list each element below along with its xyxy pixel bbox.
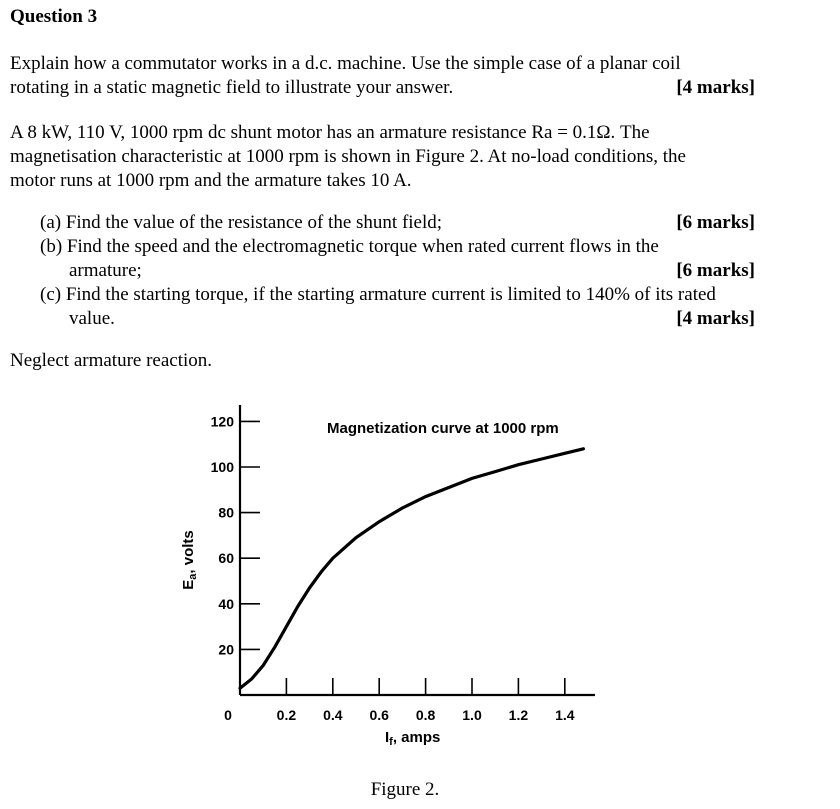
subquestion-c-text: value. [69, 308, 115, 329]
x-tick-label: 1.0 [462, 707, 482, 723]
x-tick-label: 0.2 [276, 707, 297, 723]
x-ticks [224, 678, 575, 723]
y-tick-label: 20 [218, 641, 234, 658]
question-title: Question 3 [10, 6, 98, 27]
marks-label: [6 marks] [676, 260, 755, 281]
part2-line: motor runs at 1000 rpm and the armature takes 10 A. [10, 170, 412, 191]
axes [240, 405, 595, 695]
subquestion-b-text: armature; [69, 260, 142, 281]
x-tick-label: 0 [224, 707, 232, 723]
marks-label: [6 marks] [676, 212, 755, 233]
y-tick-label: 80 [218, 504, 234, 521]
note-text: Neglect armature reaction. [10, 350, 213, 371]
x-tick-label: 1.4 [555, 707, 575, 723]
y-ticks [211, 413, 260, 657]
chart-title: Magnetization curve at 1000 rpm [327, 420, 559, 437]
x-tick-label: 1.2 [508, 707, 529, 723]
x-tick-label: 0.4 [323, 707, 343, 723]
x-tick-label: 0.8 [415, 707, 436, 723]
part2-line: magnetisation characteristic at 1000 rpm is shown in Figure 2. At no-load conditions, the [10, 146, 686, 167]
part2-line: A 8 kW, 110 V, 1000 rpm dc shunt motor has an armature resistance Ra = 0.1Ω. The [10, 122, 650, 143]
part1-line-text: rotating in a static magnetic field to illustrate your answer. [10, 77, 454, 98]
marks-label: [4 marks] [676, 308, 755, 329]
subquestion-a-text: (a) Find the value of the resistance of the shunt field; [40, 212, 443, 233]
subquestion-b-line1: (b) Find the speed and the electromagnetic torque when rated current flows in the [40, 236, 659, 257]
y-tick-label: 120 [210, 413, 234, 430]
y-tick-label: 60 [218, 550, 234, 567]
y-tick-label: 40 [218, 595, 234, 612]
part1-line: Explain how a commutator works in a d.c. machine. Use the simple case of a planar coil [10, 53, 681, 74]
x-axis-label: $I_f$, amps [385, 729, 441, 748]
y-axis-label: $E_a$, volts [180, 530, 199, 590]
y-tick-label: 100 [210, 459, 234, 475]
subquestion-c-line1: (c) Find the starting torque, if the starting armature current is limited to 140% of its rated [40, 284, 716, 305]
magnetization-curve [240, 449, 583, 688]
x-tick-label: 0.6 [369, 707, 389, 723]
marks-label: [4 marks] [676, 77, 755, 98]
figure-caption: Figure 2. [370, 779, 440, 800]
